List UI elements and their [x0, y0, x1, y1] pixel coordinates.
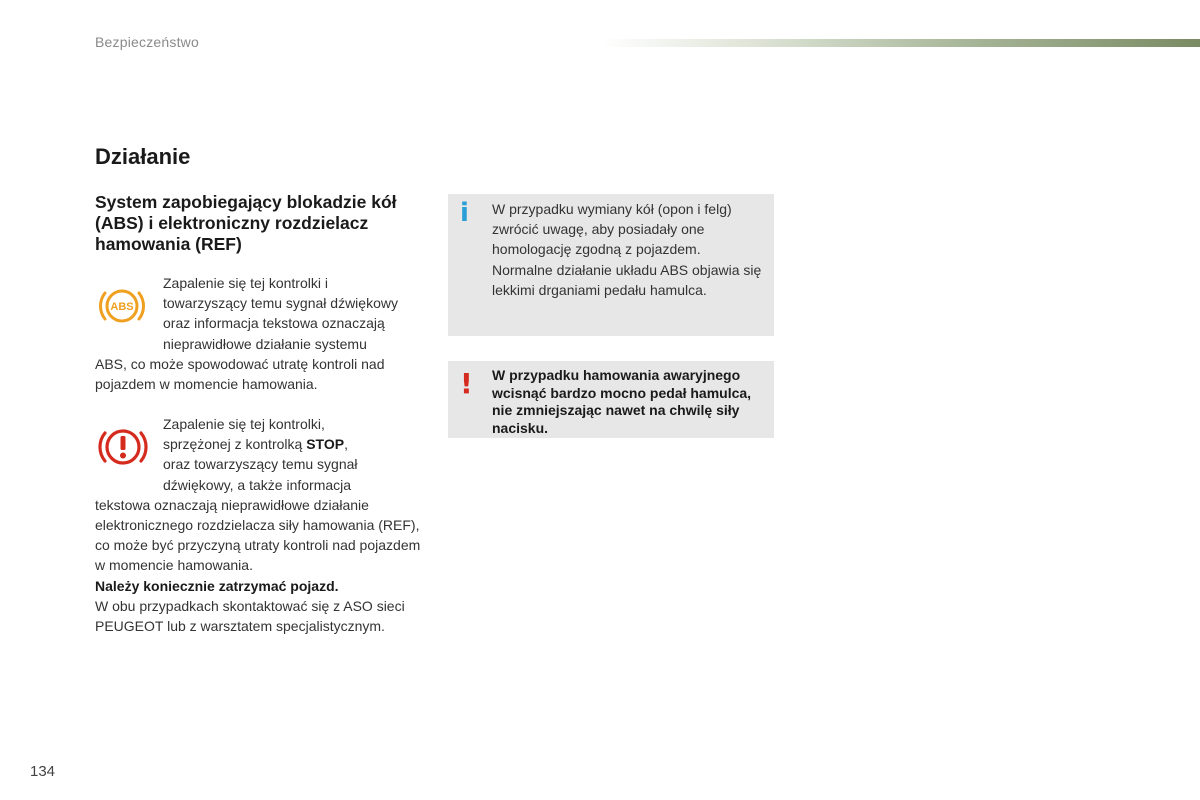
page-number: 134: [30, 763, 56, 780]
stop-vehicle-warning: Należy koniecznie zatrzymać pojazd.: [95, 577, 339, 594]
brake-line-2-post: ,: [344, 436, 348, 453]
section-subtitle: System zapobiegający blokadzie kół (ABS) i elektroniczny rozdzielacz hamowania (REF): [95, 192, 397, 254]
alert-note: [448, 361, 774, 438]
brake-line-3: oraz towarzyszący temu sygnał: [163, 456, 358, 473]
info-note-text: W przypadku wymiany kół (opon i felg) zwrócić uwagę, aby posiadały one homologację zgodną z pojazdem. Normalne działanie układu ABS objawia się lekkimi drganiami pedału hamulca.: [492, 201, 762, 298]
abs-line-2: towarzyszący temu sygnał dźwiękowy: [163, 295, 398, 312]
page-title: Działanie: [95, 144, 191, 169]
abs-description-rest: ABS, co może spowodować utratę kontroli nad pojazdem w momencie hamowania.: [95, 355, 385, 393]
brake-description: [95, 414, 425, 636]
abs-line-1: Zapalenie się tej kontrolki i: [163, 275, 328, 291]
brake-line-2: [95, 434, 425, 454]
abs-description: [95, 273, 425, 394]
section-header: Bezpieczeństwo: [95, 34, 199, 50]
abs-line-3: oraz informacja tekstowa oznaczają: [163, 315, 385, 332]
header-accent-bar: [600, 39, 1200, 47]
abs-line-4: nieprawidłowe działanie systemu: [163, 335, 367, 352]
brake-line-2-pre: sprzężonej z kontrolką: [163, 436, 307, 453]
abs-icon-text: ABS: [110, 301, 134, 313]
alert-note-text: W przypadku hamowania awaryjnego wcisnąć bardzo mocno pedał hamulca, nie zmniejszając nawet na chwilę siły nacisku.: [492, 367, 752, 436]
brake-line-4: dźwiękowy, a także informacja: [163, 476, 352, 493]
brake-line-1: Zapalenie się tej kontrolki,: [163, 416, 325, 432]
info-note: [448, 194, 774, 336]
stop-label: STOP: [306, 436, 345, 453]
brake-description-rest: tekstowa oznaczają nieprawidłowe działanie elektronicznego rozdzielacza siły hamowania (REF), co może być przyczyną utraty kontroli nad pojazdem w momencie hamowania.: [95, 496, 421, 574]
contact-dealer-text: W obu przypadkach skontaktować się z ASO sieci PEUGEOT lub z warsztatem specjalistycznym.: [95, 597, 405, 635]
exclamation-icon: !: [460, 367, 473, 400]
info-icon: i: [460, 198, 469, 228]
